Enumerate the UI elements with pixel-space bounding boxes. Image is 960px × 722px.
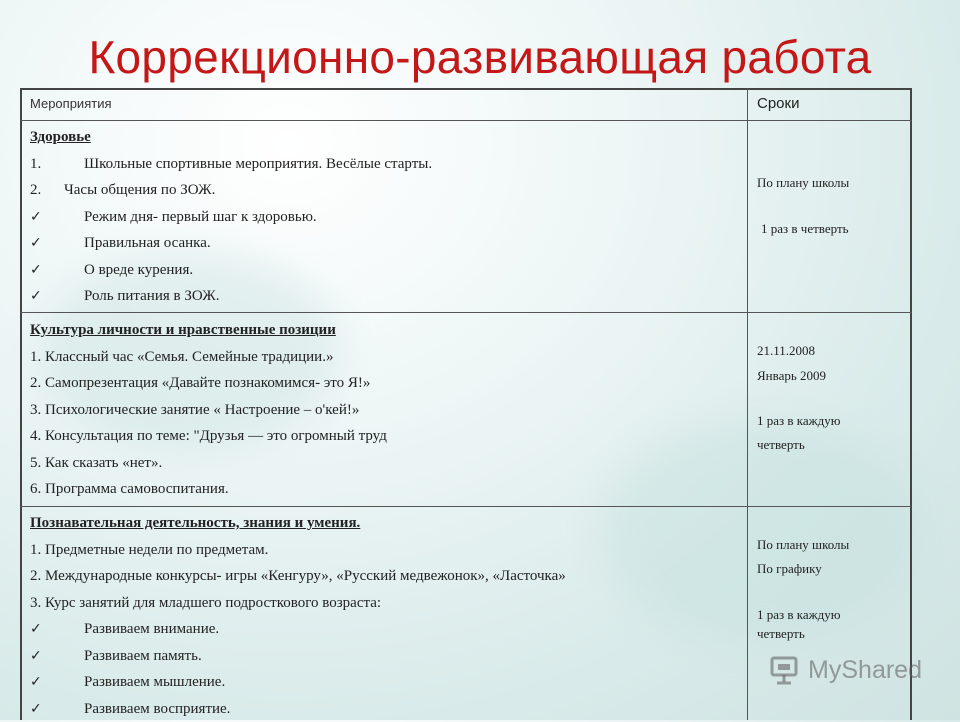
list-item: ✓ Правильная осанка. xyxy=(30,230,740,257)
list-item: 3. Психологические занятие « Настроение – о'кей!» xyxy=(30,397,740,424)
list-item: 2. Часы общения по ЗОЖ. xyxy=(30,177,740,204)
checkmark-icon: ✓ xyxy=(30,643,84,670)
list-item: 3. Курс занятий для младшего подросткового возраста: xyxy=(30,590,740,617)
section-title: Культура личности и нравственные позиции xyxy=(30,317,740,344)
list-item: ✓ Роль питания в ЗОЖ. xyxy=(30,283,740,310)
term-text: По плану школы xyxy=(757,537,849,553)
section-title: Познавательная деятельность, знания и умения. xyxy=(30,510,740,537)
list-item: 4. Консультация по теме: "Друзья — это огромный труд xyxy=(30,423,740,450)
column-divider xyxy=(747,88,748,720)
checkmark-icon: ✓ xyxy=(30,283,84,310)
row-divider xyxy=(20,120,912,121)
list-item: 5. Как сказать «нет». xyxy=(30,450,740,477)
section-cognitive xyxy=(30,510,740,722)
column-header-terms: Сроки xyxy=(757,95,799,112)
list-item: ✓ Режим дня- первый шаг к здоровью. xyxy=(30,204,740,231)
list-item: 1. Классный час «Семья. Семейные традиции.» xyxy=(30,344,740,371)
presentation-icon xyxy=(770,655,804,685)
checkmark-icon: ✓ xyxy=(30,616,84,643)
term-text: 1 раз в четверть xyxy=(761,221,849,237)
term-text: 1 раз в каждую xyxy=(757,413,841,429)
section-culture xyxy=(30,317,740,503)
checkmark-icon: ✓ xyxy=(30,696,84,722)
list-item: 2. Самопрезентация «Давайте познакомимся- это Я!» xyxy=(30,370,740,397)
list-item: ✓ Развиваем внимание. xyxy=(30,616,740,643)
list-item: ✓ Развиваем восприятие. xyxy=(30,696,740,722)
checkmark-icon: ✓ xyxy=(30,230,84,257)
checkmark-icon: ✓ xyxy=(30,204,84,231)
section-title: Здоровье xyxy=(30,124,740,151)
list-item: 1. Школьные спортивные мероприятия. Весёлые старты. xyxy=(30,151,740,178)
section-health xyxy=(30,124,740,310)
page-title: Коррекционно-развивающая работа xyxy=(0,30,960,84)
row-divider xyxy=(20,312,912,313)
list-item: 1. Предметные недели по предметам. xyxy=(30,537,740,564)
checkmark-icon: ✓ xyxy=(30,669,84,696)
list-item: ✓ Развиваем память. xyxy=(30,643,740,670)
column-header-events: Мероприятия xyxy=(30,96,112,111)
checkmark-icon: ✓ xyxy=(30,257,84,284)
term-text: 21.11.2008 xyxy=(757,343,815,359)
list-item: ✓ О вреде курения. xyxy=(30,257,740,284)
list-item: 2. Международные конкурсы- игры «Кенгуру», «Русский медвежонок», «Ласточка» xyxy=(30,563,740,590)
list-item: ✓ Развиваем мышление. xyxy=(30,669,740,696)
watermark xyxy=(770,655,922,685)
term-text: По графику xyxy=(757,561,822,577)
term-text: Январь 2009 xyxy=(757,368,826,384)
row-divider xyxy=(20,506,912,507)
term-text: По плану школы xyxy=(757,175,849,191)
term-text: 1 раз в каждую xyxy=(757,607,841,623)
term-text: четверть xyxy=(757,437,805,453)
watermark-text: MyShared xyxy=(808,656,922,685)
term-text: четверть xyxy=(757,626,805,642)
list-item: 6. Программа самовоспитания. xyxy=(30,476,740,503)
